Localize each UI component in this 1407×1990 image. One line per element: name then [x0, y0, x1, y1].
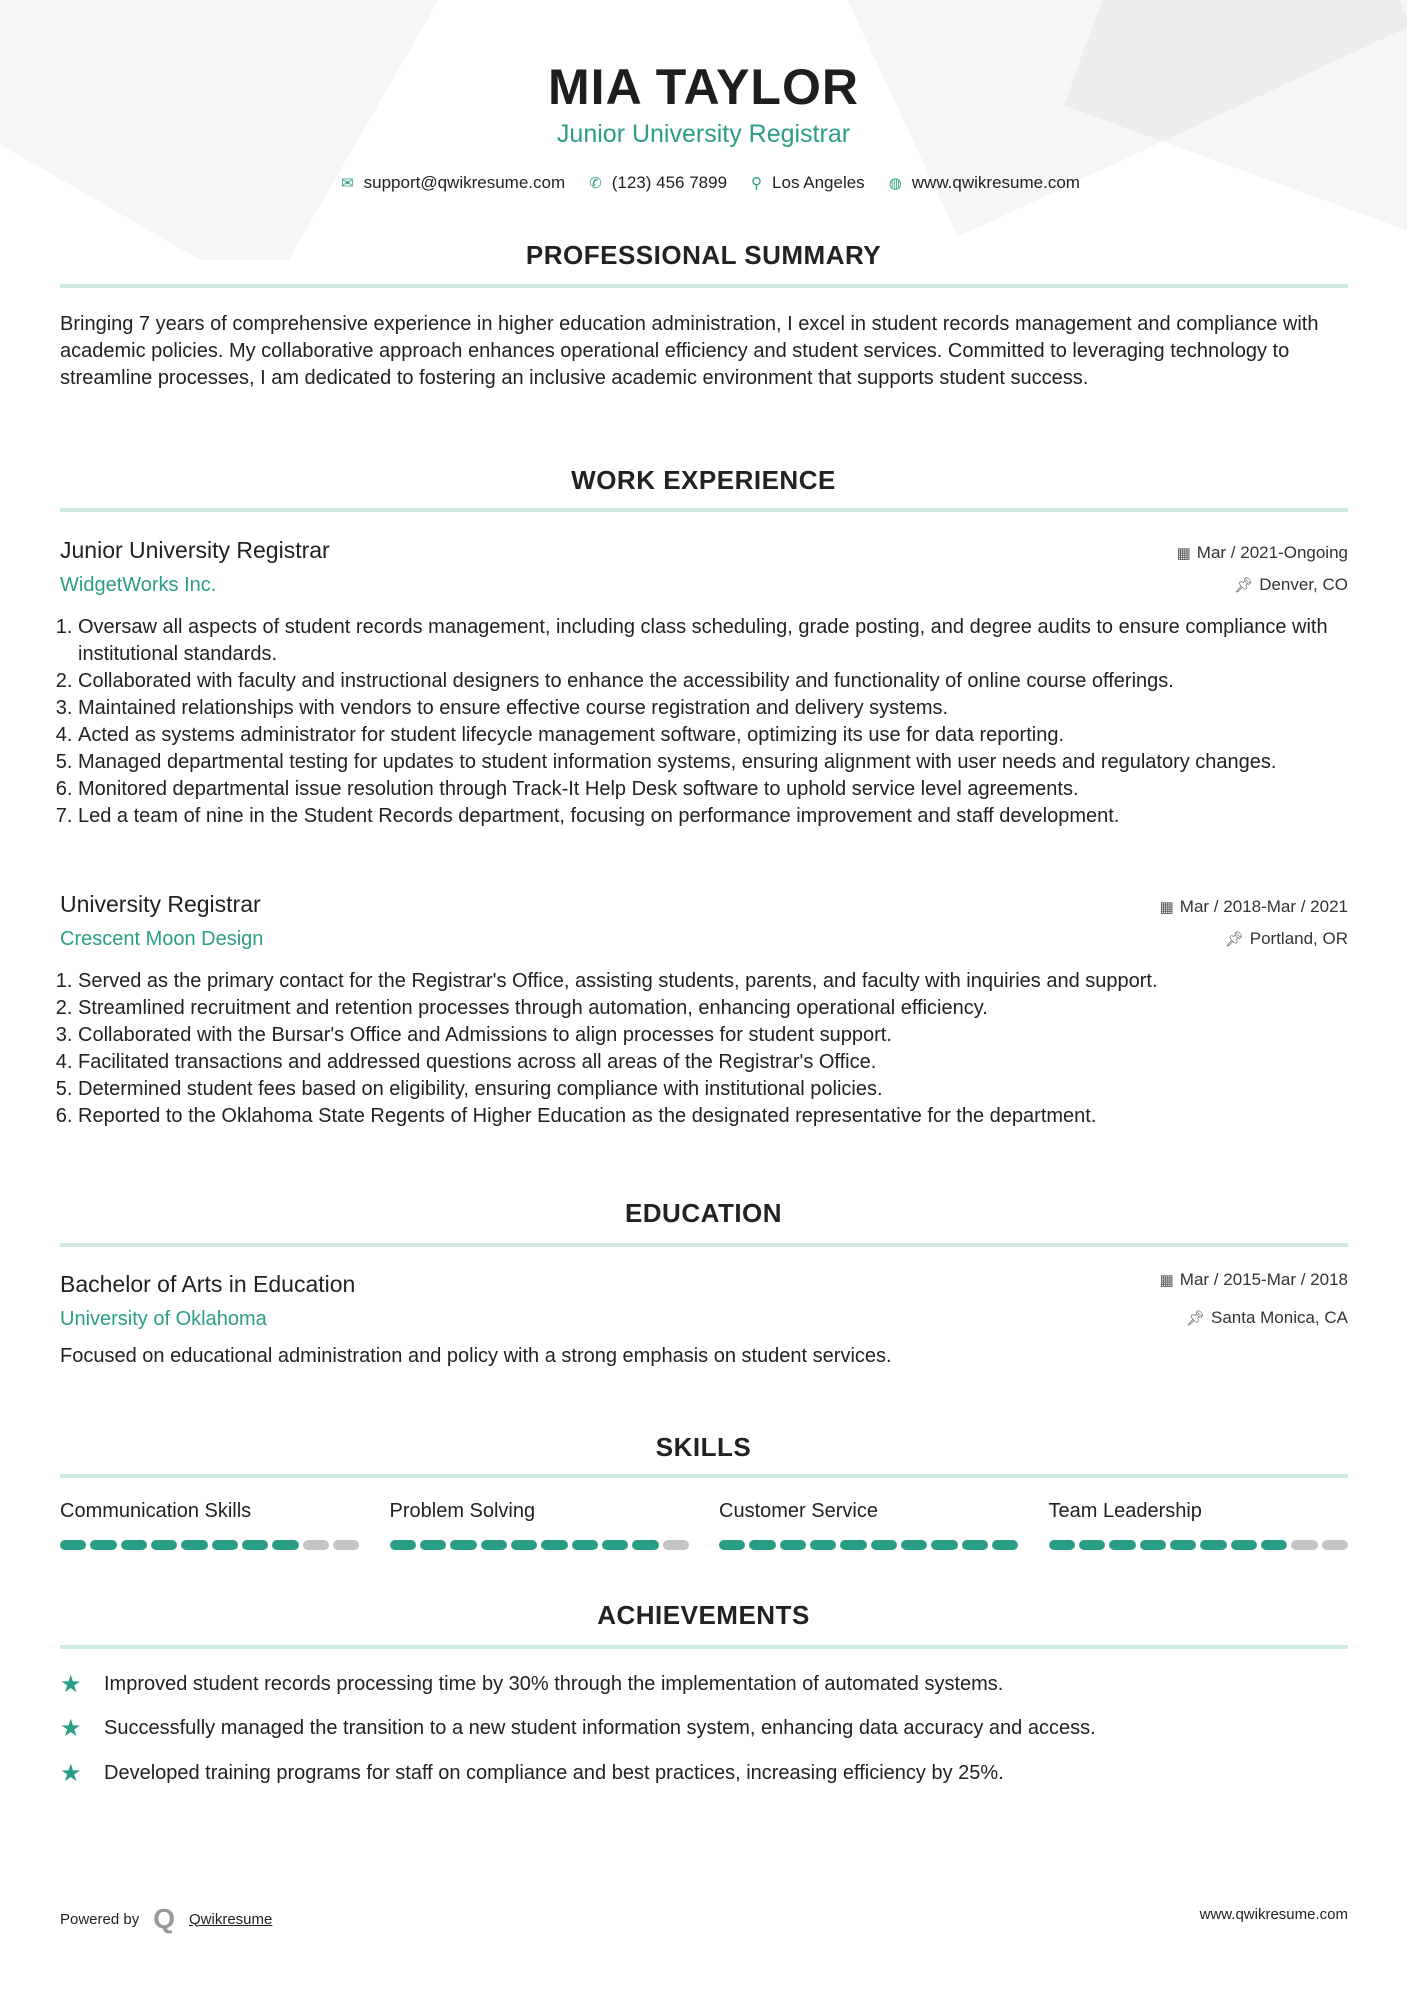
skill-segment-filled — [272, 1540, 298, 1550]
achievement-text: Improved student records processing time by 30% through the implementation of automated systems. — [104, 1673, 1004, 1695]
list-item: 3. Maintained relationships with vendors to ensure effective course registration and delivery systems. — [78, 695, 1348, 722]
job-dates — [1160, 897, 1348, 917]
achievement-item — [60, 1759, 1004, 1788]
list-item: 7. Led a team of nine in the Student Records department, focusing on performance improvement and staff development. — [78, 803, 1348, 830]
job-location — [1234, 575, 1348, 595]
skill-segment-filled — [871, 1540, 897, 1550]
education-location-text: Santa Monica, CA — [1210, 1308, 1348, 1327]
job-bullets — [60, 614, 1348, 830]
list-item: 1. Oversaw all aspects of student records management, including class scheduling, grade posting, and degree audits to ensure compliance with institutional standards. — [78, 614, 1348, 668]
skill-segment-filled — [1200, 1540, 1226, 1550]
skill-segment-filled — [602, 1540, 628, 1550]
education-location — [1186, 1308, 1348, 1328]
job-company: Crescent Moon Design — [60, 928, 264, 950]
list-item: 4. Acted as systems administrator for student lifecycle management software, optimizing its use for data reporting. — [78, 722, 1348, 749]
skill-segment-filled — [719, 1540, 745, 1550]
skill-item — [719, 1500, 1019, 1550]
contact-bar — [0, 173, 1407, 193]
skill-segment-filled — [1261, 1540, 1287, 1550]
list-item: 5. Determined student fees based on eligibility, ensuring compliance with institutional policies. — [78, 1076, 1348, 1103]
skill-segment-empty — [303, 1540, 329, 1550]
divider — [60, 284, 1348, 288]
skill-segment-filled — [632, 1540, 658, 1550]
job-title: University Registrar — [60, 891, 261, 917]
job-dates-text: Mar / 2021-Ongoing — [1196, 543, 1348, 562]
job-location-text: Denver, CO — [1259, 575, 1348, 594]
skill-level-bar — [719, 1540, 1019, 1550]
skill-segment-filled — [1140, 1540, 1166, 1550]
skill-name: Customer Service — [719, 1500, 878, 1522]
skill-segment-filled — [90, 1540, 116, 1550]
skill-segment-filled — [840, 1540, 866, 1550]
footer-website[interactable]: www.qwikresume.com — [1199, 1906, 1348, 1923]
skill-segment-filled — [420, 1540, 446, 1550]
skill-segment-filled — [962, 1540, 988, 1550]
skill-level-bar — [1049, 1540, 1349, 1550]
contact-phone: (123) 456 7899 — [611, 173, 728, 192]
list-item: 5. Managed departmental testing for updates to student information systems, ensuring alignment with user needs and regulatory changes. — [78, 749, 1348, 776]
divider — [60, 508, 1348, 512]
skill-segment-filled — [181, 1540, 207, 1550]
skill-segment-filled — [810, 1540, 836, 1550]
skill-segment-filled — [780, 1540, 806, 1550]
skill-name: Communication Skills — [60, 1500, 252, 1522]
skill-segment-filled — [1170, 1540, 1196, 1550]
contact-location: Los Angeles — [772, 173, 865, 192]
pushpin-icon: 📌︎ — [1224, 931, 1244, 948]
skill-segment-filled — [151, 1540, 177, 1550]
skill-segment-filled — [1109, 1540, 1135, 1550]
skill-segment-filled — [931, 1540, 957, 1550]
skill-segment-empty — [333, 1540, 359, 1550]
skill-segment-filled — [572, 1540, 598, 1550]
star-icon: ★ — [60, 1671, 82, 1698]
skill-segment-filled — [481, 1540, 507, 1550]
job-location — [1225, 929, 1348, 949]
list-item: 2. Collaborated with faculty and instructional designers to enhance the accessibility and functionality of online course offerings. — [78, 668, 1348, 695]
skill-segment-filled — [749, 1540, 775, 1550]
summary-text: Bringing 7 years of comprehensive experience in higher education administration, I excel in student records management and compliance with academic policies. My collaborative approach enhances operational efficiency and student services. Committed to leveraging technology to streamline processes, I am dedicated to fostering an inclusive academic environment that supports student success. — [60, 313, 1319, 389]
skill-segment-filled — [1079, 1540, 1105, 1550]
skill-segment-filled — [121, 1540, 147, 1550]
skill-name: Team Leadership — [1048, 1500, 1202, 1522]
divider — [60, 1645, 1348, 1649]
degree: Bachelor of Arts in Education — [60, 1271, 356, 1297]
education-description: Focused on educational administration and policy with a strong emphasis on student services. — [60, 1345, 892, 1367]
school: University of Oklahoma — [60, 1308, 267, 1330]
list-item: 6. Monitored departmental issue resolution through Track-It Help Desk software to uphold service level agreements. — [78, 776, 1348, 803]
section-heading-skills: SKILLS — [655, 1432, 752, 1462]
calendar-icon: ▦ — [1159, 1272, 1174, 1289]
skill-level-bar — [390, 1540, 690, 1550]
email-icon: ✉ — [341, 175, 354, 192]
list-item: 1. Served as the primary contact for the Registrar's Office, assisting students, parents, and faculty with inquiries and support. — [78, 968, 1348, 995]
skill-segment-filled — [541, 1540, 567, 1550]
skill-segment-empty — [1322, 1540, 1348, 1550]
star-icon: ★ — [60, 1760, 82, 1787]
pushpin-icon: 📌︎ — [1234, 577, 1254, 594]
candidate-title: Junior University Registrar — [556, 120, 851, 148]
skill-segment-filled — [1231, 1540, 1257, 1550]
skill-segment-filled — [450, 1540, 476, 1550]
calendar-icon: ▦ — [1159, 899, 1174, 916]
calendar-icon: ▦ — [1176, 545, 1191, 562]
candidate-name: MIA TAYLOR — [548, 59, 859, 115]
achievement-text: Successfully managed the transition to a new student information system, enhancing data accuracy and access. — [104, 1717, 1096, 1739]
skill-segment-filled — [901, 1540, 927, 1550]
job-company: WidgetWorks Inc. — [60, 574, 217, 596]
star-icon: ★ — [60, 1715, 82, 1742]
qwikresume-logo-icon: Q — [153, 1903, 175, 1934]
skill-level-bar — [60, 1540, 360, 1550]
skill-segment-filled — [1049, 1540, 1075, 1550]
divider — [60, 1243, 1348, 1247]
skill-item — [1049, 1500, 1349, 1550]
footer-powered-by — [60, 1903, 272, 1935]
qwikresume-link[interactable]: Qwikresume — [189, 1910, 273, 1928]
skill-segment-filled — [390, 1540, 416, 1550]
skill-item — [60, 1500, 360, 1550]
skill-item — [390, 1500, 690, 1550]
achievement-item — [60, 1670, 1003, 1699]
education-dates-text: Mar / 2015-Mar / 2018 — [1179, 1270, 1348, 1289]
list-item: 4. Facilitated transactions and addressed questions across all areas of the Registrar's Office. — [78, 1049, 1348, 1076]
contact-email[interactable]: support@qwikresume.com — [363, 173, 566, 192]
skill-segment-filled — [992, 1540, 1018, 1550]
location-pin-icon: ⚲ — [751, 175, 763, 192]
skill-segment-filled — [242, 1540, 268, 1550]
job-bullets — [60, 968, 1348, 1130]
skill-segment-filled — [212, 1540, 238, 1550]
skill-segment-empty — [1291, 1540, 1317, 1550]
job-location-text: Portland, OR — [1249, 929, 1348, 948]
job-title: Junior University Registrar — [60, 537, 330, 563]
list-item: 2. Streamlined recruitment and retention processes through automation, enhancing operational efficiency. — [78, 995, 1348, 1022]
section-heading-education: EDUCATION — [624, 1198, 783, 1228]
phone-icon: ✆ — [589, 175, 602, 192]
section-heading-summary: PROFESSIONAL SUMMARY — [525, 240, 882, 270]
list-item: 3. Collaborated with the Bursar's Office and Admissions to align processes for student support. — [78, 1022, 1348, 1049]
skill-name: Problem Solving — [389, 1500, 536, 1522]
skill-segment-filled — [511, 1540, 537, 1550]
job-dates — [1177, 543, 1348, 563]
skill-segment-filled — [60, 1540, 86, 1550]
achievement-item — [60, 1714, 1096, 1743]
divider — [60, 1474, 1348, 1478]
contact-website[interactable]: www.qwikresume.com — [911, 173, 1080, 192]
section-heading-experience: WORK EXPERIENCE — [571, 465, 836, 495]
section-heading-achievements: ACHIEVEMENTS — [597, 1600, 810, 1630]
powered-by-label: Powered by — [60, 1910, 140, 1928]
skills-list — [60, 1500, 1348, 1550]
globe-icon: ◍ — [888, 175, 902, 192]
list-item: 6. Reported to the Oklahoma State Regents of Higher Education as the designated representative for the department. — [78, 1103, 1348, 1130]
skill-segment-empty — [663, 1540, 689, 1550]
achievement-text: Developed training programs for staff on compliance and best practices, increasing efficiency by 25%. — [104, 1762, 1004, 1784]
job-dates-text: Mar / 2018-Mar / 2021 — [1179, 897, 1348, 916]
education-dates — [1160, 1270, 1348, 1290]
pushpin-icon: 📌︎ — [1185, 1310, 1205, 1327]
